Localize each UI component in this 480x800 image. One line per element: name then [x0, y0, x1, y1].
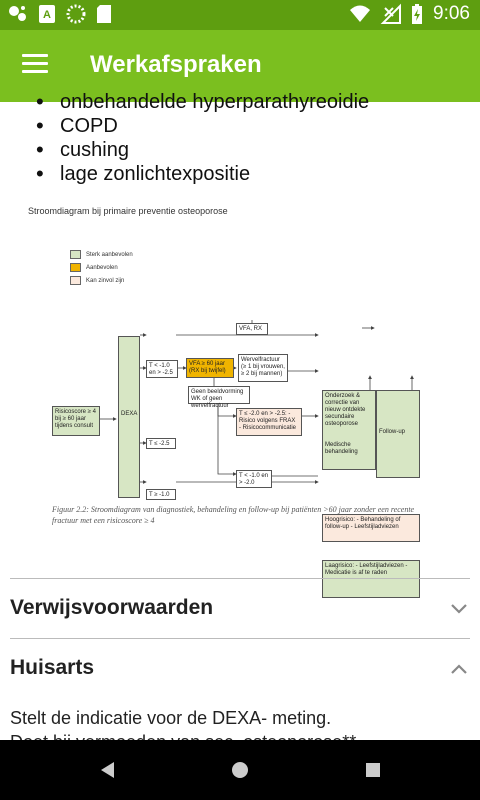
- content-scroll-area[interactable]: [0, 91, 480, 740]
- page-title: Werkafspraken: [90, 51, 262, 78]
- geen-beeldvorming-box: Geen beeldvorming WK of geen wervelfractuur: [188, 386, 250, 404]
- legend-item: Sterk aanbevolen: [70, 250, 133, 259]
- svg-text:A: A: [43, 9, 51, 21]
- app-notification-icon: [8, 4, 28, 24]
- medische-label: Medische behandeling: [325, 442, 358, 455]
- t-low-box: T ≤ -2.5: [146, 438, 176, 449]
- vfa-rx-box: VFA, RX: [236, 323, 268, 335]
- section-verwijsvoorwaarden[interactable]: [10, 580, 470, 636]
- legend-item: Kan zinvol zijn: [70, 276, 124, 285]
- t-range2-box: T < -1.0 en > -2.0: [236, 470, 272, 488]
- followup-box: Follow-up: [376, 390, 420, 478]
- recents-icon[interactable]: [364, 760, 382, 780]
- t-range-box: T ≤ -2.0 en > -2.5: - Risico volgens FRAX - Risicocommunicatie: [236, 408, 302, 436]
- sd-card-icon: [96, 4, 112, 24]
- loading-icon: [66, 4, 86, 24]
- chevron-down-icon[interactable]: [450, 600, 468, 618]
- chevron-up-icon[interactable]: [450, 660, 468, 678]
- hoogrisico-box: Hoogrisico: - Behandeling of follow-up - Leefstijladviezen: [322, 514, 420, 542]
- back-icon[interactable]: [98, 760, 116, 780]
- vfa-age-box: VFA ≥ 60 jaar (RX bij twijfel): [186, 358, 234, 378]
- battery-charging-icon: [411, 3, 423, 25]
- navigation-bar: [0, 740, 480, 800]
- status-time: 9:06: [433, 3, 470, 24]
- diagram-title: Stroomdiagram bij primaire preventie osteoporose: [28, 206, 228, 216]
- section-huisarts[interactable]: [10, 640, 470, 696]
- legend-item: Aanbevolen: [70, 263, 118, 272]
- list-item: • COPD: [36, 114, 369, 138]
- wifi-icon: [349, 4, 371, 24]
- wervelfractuur-box: Wervelfractuur (≥ 1 bij vrouwen, ≥ 2 bij mannen): [238, 354, 288, 382]
- list-item: • onbehandelde hyperparathyreoidie: [36, 90, 369, 114]
- onderzoek-box: [322, 390, 376, 470]
- t-mid-box: T < -1.0 en > -2.5: [146, 360, 178, 378]
- figure-caption: Figuur 2.2: Stroomdiagram van diagnostiek, behandeling en follow-up bij patiënten >60 jaar zonder een recente fractuur met een risicoscore ≥ 4: [52, 505, 415, 525]
- section-label: Verwijsvoorwaarden: [10, 596, 214, 619]
- laagrisico-box: Laagrisico: - Leefstijladviezen - Medicatie is af te raden: [322, 560, 420, 598]
- divider: [10, 638, 470, 639]
- hamburger-menu-icon[interactable]: [22, 54, 48, 74]
- bullet-list: [36, 90, 369, 186]
- home-icon[interactable]: [231, 760, 249, 780]
- t-high-box: T ≥ -1.0: [146, 489, 176, 500]
- risicoscore-box: Risicoscore ≥ 4 bij ≥ 60 jaar tijdens consult: [52, 406, 100, 436]
- section-label: Huisarts: [10, 656, 95, 679]
- no-signal-icon: [381, 4, 401, 24]
- flow-diagram: [28, 206, 448, 576]
- status-bar: [0, 0, 480, 30]
- list-item: • cushing: [36, 138, 369, 162]
- onderzoek-label: Onderzoek & correctie van nieuw ontdekte secundaire osteoporose: [325, 393, 366, 427]
- list-item: • lage zonlichtexpositie: [36, 162, 369, 186]
- dexa-box: DEXA: [118, 336, 140, 498]
- text-line: Stelt de indicatie voor de DEXA- meting.: [10, 708, 332, 728]
- android-icon: [38, 4, 56, 24]
- divider: [10, 578, 470, 579]
